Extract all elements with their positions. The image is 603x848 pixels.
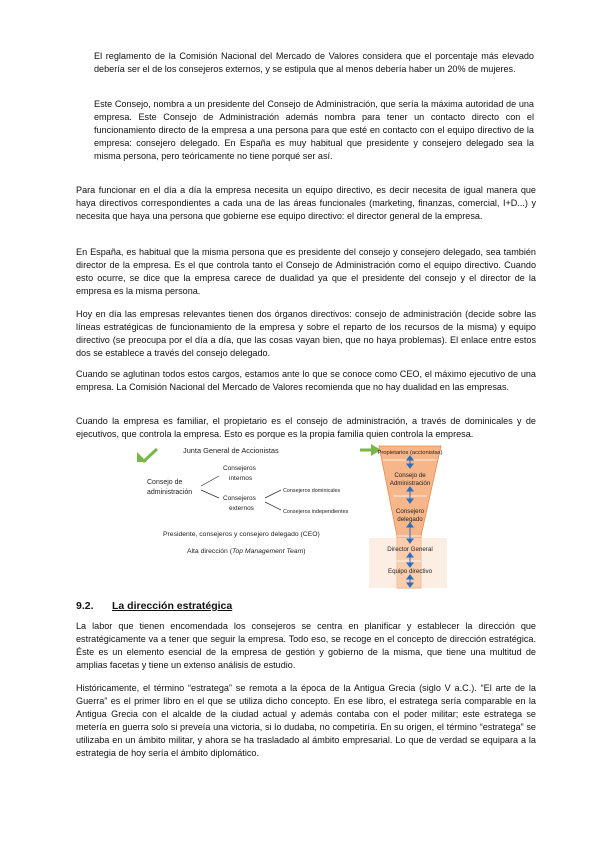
section-number: 9.2.	[76, 600, 94, 612]
externos-label-1: Consejeros	[223, 495, 256, 502]
delegado-label-1: Consejero	[395, 508, 425, 515]
consejo-right-label-2: Administración	[389, 480, 431, 487]
alta-direccion-label: Alta dirección (Top Management Team)	[187, 548, 306, 555]
internos-label-2: internos	[229, 475, 253, 482]
consejo-admin-label-1: Consejo de	[147, 479, 183, 486]
paragraph-presidente: Este Consejo, nombra a un presidente del Consejo de Administración, que sería la máxima autoridad de una empresa. Este Consejo de Administración además nombra para tener un contacto directo con el funcionamiento directo de la empresa a una persona para que esté en contacto con el equipo directivo de la empresa: consejero delegado. En España es muy habitual que presidente y consejero delegado sea la misma persona, pero teóricamente no tiene porqué ser así.	[94, 99, 534, 161]
paragraph-dualidad: En España, es habitual que la misma persona que es presidente del consejo y consejero delegado, sea también director de la empresa. Es el que controla tanto el Consejo de Administración como el equipo directivo. Cuando esto ocurre, se dice que la empresa carece de dualidad ya que el presidente del consejo y el director de la empresa es la misma persona.	[76, 247, 536, 296]
dominicales-label: Consejeros dominicales	[283, 488, 341, 494]
paragraph-organos: Hoy en día las empresas relevantes tienen dos órganos directivos: consejo de administración (decide sobre las líneas estratégicas de funcionamiento de la empresa y sobre el reparto de los recursos de la misma) y equipo directivo (se preocupa por el día a día, que las cosas vayan bien, que no haya problemas). El enlace entre estos dos se establece a través del consejo delegado.	[76, 309, 536, 358]
paragraph-labor: La labor que tienen encomendada los consejeros se centra en planificar y establecer la dirección que estratégicamente va a tener que seguir la empresa. Todo eso, se recoge en el concepto de dirección estratégica. Éste es un elemento esencial de la empresa de gestión y gobierno de la misma, que tiene una multitud de amplias facetas y tiene un extenso análisis de estudio.	[76, 621, 536, 670]
section-title: La dirección estratégica	[112, 600, 233, 612]
paragraph-familiar: Cuando la empresa es familiar, el propietario es el consejo de administración, a través de dominicales y de ejecutivos, que controla la empresa. Esto es porque es la propia familia quien controla la empresa.	[76, 416, 536, 439]
section-heading	[76, 600, 232, 612]
director-label: Director General	[387, 546, 433, 553]
green-arrow-left	[137, 449, 157, 462]
paragraph-equipo-directivo: Para funcionar en el día a día la empresa necesita un equipo directivo, es decir necesita de igual manera que haya directivos correspondientes a cada una de las áreas funcionales (marketing, finanzas, comercial, I+D...) y necesita que haya una persona que gobierne ese equipo directivo: el director general de la empresa.	[76, 185, 536, 221]
consejo-admin-label-2: administración	[147, 489, 193, 496]
governance-diagram	[135, 440, 450, 590]
externos-label-2: externos	[229, 505, 254, 512]
delegado-label-2: delegado	[397, 516, 423, 523]
paragraph-historia: Históricamente, el término “estratega” se remota a la época de la Antigua Grecia (siglo V a.C.). “El arte de la Guerra” es el primer libro en el que se utiliza dicho concepto. En ese libro, el estratega sería comparable en la Antigua Grecia con el alcalde de la ciudad actual y además contaba con el poder militar; este estratega se metería en guerra solo si preveía una victoria, si lo dudaba, no competiría. En su origen, el término “estratega” se utilizaba en un ámbito militar, y ahora se ha trasladado al ámbito empresarial. Lo que de verdad se equipara a la estrategia de hoy sería el ámbito diplomático.	[76, 683, 536, 758]
consejo-right-label-1: Consejo de	[394, 472, 426, 479]
junta-label: Junta General de Accionistas	[183, 446, 279, 455]
equipo-label: Equipo directivo	[387, 568, 433, 575]
internos-label-1: Consejeros	[223, 465, 256, 472]
independientes-label: Consejeros independientes	[283, 509, 349, 515]
propietarios-label: Propietarios (accionistas)	[377, 450, 443, 456]
presidente-label: Presidente, consejeros y consejero delegado (CEO)	[163, 531, 320, 538]
paragraph-ceo: Cuando se aglutinan todos estos cargos, estamos ante lo que se conoce como CEO, el máximo ejecutivo de una empresa. La Comisión Nacional del Mercado de Valores recomienda que no hay dualidad en las empresas.	[76, 369, 536, 392]
paragraph-cnmv-rule: El reglamento de la Comisión Nacional del Mercado de Valores considera que el porcentaje más elevado debería ser el de los consejeros externos, y se estipula que al menos debería haber un 20% de mujeres.	[94, 51, 534, 74]
